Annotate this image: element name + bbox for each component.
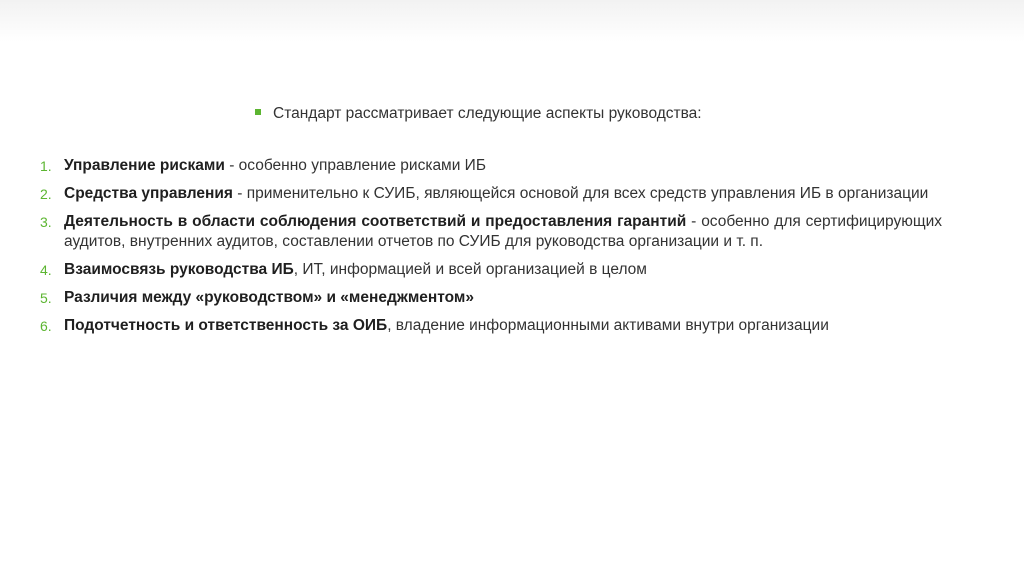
item-rest: - применительно к СУИБ, являющейся основой для всех средств управления ИБ в организации [232,185,929,202]
list-item [40,316,942,336]
item-bold: Различия между «руководством» и «менеджментом» [64,289,475,306]
item-number: 4. [40,262,52,278]
item-text [64,212,942,252]
list-item [40,156,942,176]
item-text [64,260,942,280]
intro-line [255,105,702,123]
list-item [40,184,942,204]
item-text [64,184,942,204]
item-number: 1. [40,158,52,174]
item-rest: - особенно управление рисками ИБ [224,157,486,174]
item-bold: Подотчетность и ответственность за ОИБ [64,317,388,334]
item-number: 2. [40,186,52,202]
item-rest: - особенно для сертифицирующих аудитов, внутренних аудитов, составлении отчетов по СУИБ для руководства организации и т. п. [64,213,943,250]
square-bullet-icon [255,109,261,115]
item-text [64,156,942,176]
list-item [40,260,942,280]
list-item [40,212,942,252]
item-bold: Деятельность в области соблюдения соответствий и предоставления гарантий [64,213,687,230]
item-text [64,316,942,336]
intro-text: Стандарт рассматривает следующие аспекты руководства: [273,105,702,122]
item-rest: , ИТ, информацией и всей организацией в целом [293,261,647,278]
item-number: 3. [40,214,52,230]
aspects-list [40,156,942,344]
item-rest: , владение информационными активами внутри организации [387,317,829,334]
item-bold: Управление рисками [64,157,225,174]
top-band [0,0,1024,42]
item-bold: Средства управления [64,185,233,202]
item-number: 6. [40,318,52,334]
item-bold: Взаимосвязь руководства ИБ [64,261,294,278]
item-number: 5. [40,290,52,306]
item-text [64,288,942,308]
list-item [40,288,942,308]
